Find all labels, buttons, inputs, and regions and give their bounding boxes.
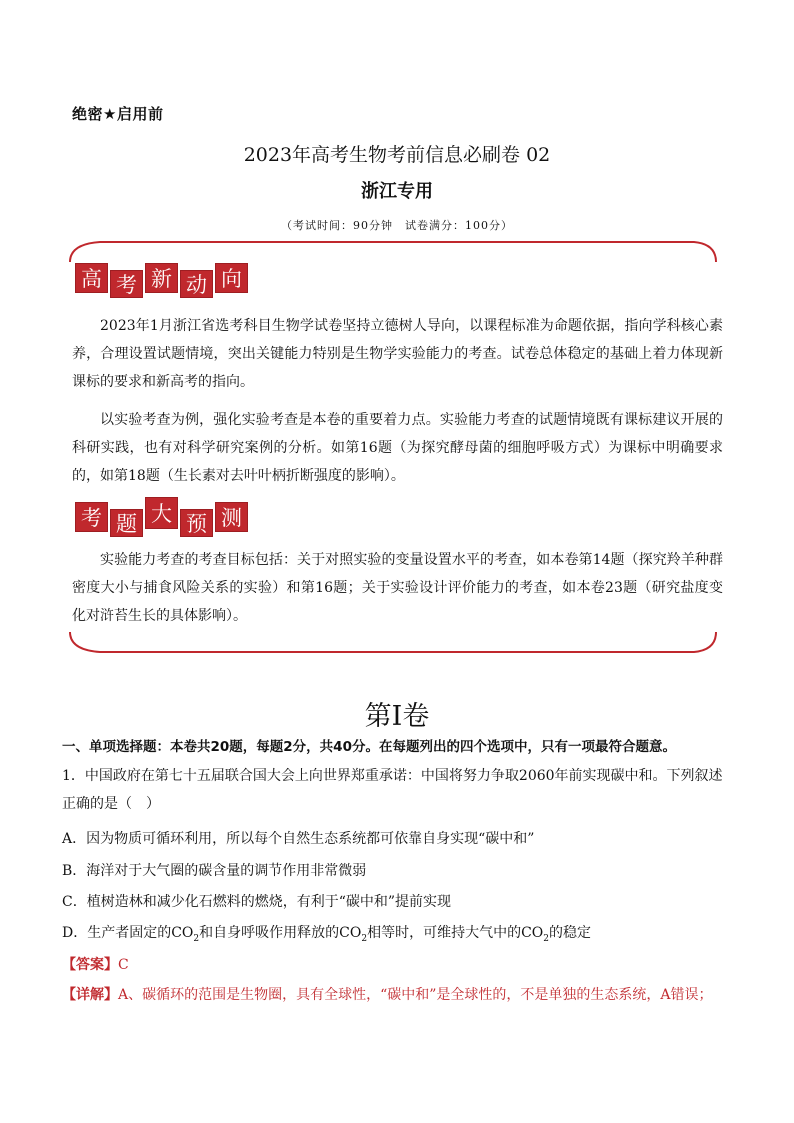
banner-char: 预 [180,509,213,537]
intro-paragraph-3: 实验能力考查的考查目标包括：关于对照实验的变量设置水平的考查，如本卷第14题（探究羚羊种群密度大小与捕食风险关系的实验）和第16题；关于实验设计评价能力的考查，如本卷23题（研究盐度变化对浒苔生长的具体影响）。 [72,552,723,624]
banner-prediction [75,500,250,536]
banner-char: 考 [75,502,108,532]
banner-char: 动 [180,270,213,298]
option-d: D．生产者固定的$CO_2$和自身呼吸作用释放的$CO_2$相等时，可维持大气中的$CO_2$的稳定 [62,925,592,944]
option-b: B．海洋对于大气圈的碳含量的调节作用非常微弱 [62,863,367,879]
banner-char: 题 [110,509,143,537]
banner-char: 测 [215,502,248,532]
confidential-label: 绝密★启用前 [72,105,164,123]
banner-char: 新 [145,263,178,293]
option-c: C．植树造林和减少化石燃料的燃烧，有利于“碳中和”提前实现 [62,894,452,910]
banner-char: 高 [75,263,108,293]
detail-label: 【详解】 [62,987,118,1003]
banner-new-trends [75,263,250,297]
section-heading: 一、单项选择题：本卷共20题，每题2分，共40分。在每题列出的四个选项中，只有一项最符合题意。 [62,739,676,755]
exam-info: （考试时间：90分钟 试卷满分：100分） [281,219,513,232]
detail-text: A、碳循环的范围是生物圈，具有全球性，“碳中和”是全球性的，不是单独的生态系统，A错误； [118,987,713,1003]
answer-value: C [118,957,129,973]
detail-line [62,984,742,1004]
part-title: 第Ⅰ卷 [364,701,430,732]
banner-char: 考 [110,270,143,298]
intro-paragraph-1: 2023年1月浙江省选考科目生物学试卷坚持立德树人导向，以课程标准为命题依据，指向学科核心素养，合理设置试题情境，突出关键能力特别是生物学实验能力的考查。试卷总体稳定的基础上着力体现新课标的要求和新高考的指向。 [72,318,723,390]
intro-paragraph-2: 以实验考查为例，强化实验考查是本卷的重要着力点。实验能力考查的试题情境既有课标建议开展的科研实践，也有对科学研究案例的分析。如第16题（为探究酵母菌的细胞呼吸方式）为课标中明确要求的，如第18题（生长素对去叶叶柄折断强度的影响）。 [72,412,723,484]
banner-char: 向 [215,263,248,293]
question-stem: 1．中国政府在第七十五届联合国大会上向世界郑重承诺：中国将努力争取2060年前实现碳中和。下列叙述正确的是（ ） [62,768,723,812]
page-title: 2023年高考生物考前信息必刷卷 02 [243,144,551,166]
page-subtitle: 浙江专用 [361,181,433,202]
answer-label: 【答案】 [62,957,118,973]
banner-char: 大 [145,497,178,529]
answer-line [62,954,129,974]
option-a: A．因为物质可循环利用，所以每个自然生态系统都可依靠自身实现“碳中和” [62,831,535,847]
